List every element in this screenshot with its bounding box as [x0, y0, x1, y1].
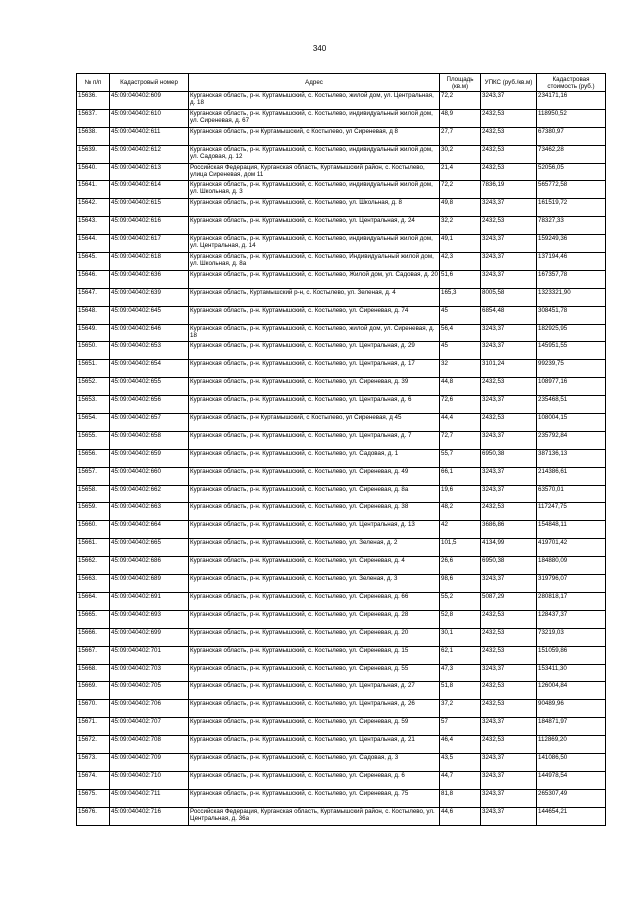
- table-row: [77, 753, 606, 771]
- cell-area: 44,6: [440, 807, 481, 825]
- cell-upks: 2432,53: [481, 127, 537, 145]
- cell-cadastral-value: 99239,75: [537, 360, 606, 378]
- table-row: [77, 378, 606, 396]
- table-row: [77, 807, 606, 825]
- cell-upks: 3243,37: [481, 467, 537, 485]
- cell-address: Курганская область, р-н. Куртамышский, с. Костылево, ул. Центральная, д. 27: [189, 682, 440, 700]
- cell-address: Курганская область, р-н. Куртамышский, с. Костылево, ул. Сиреневая, д. 4: [189, 557, 440, 575]
- cell-index: 15665.: [77, 610, 110, 628]
- cell-index: 15671.: [77, 718, 110, 736]
- cell-index: 15637.: [77, 109, 110, 127]
- cell-cadastral-number: 45:09:040402:686: [110, 557, 189, 575]
- cell-upks: 4134,99: [481, 539, 537, 557]
- table-row: [77, 736, 606, 754]
- cell-upks: 3243,37: [481, 431, 537, 449]
- cell-area: 72,2: [440, 181, 481, 199]
- cell-area: 44,4: [440, 414, 481, 432]
- table-row: [77, 414, 606, 432]
- cell-index: 15649.: [77, 324, 110, 342]
- cell-area: 72,2: [440, 92, 481, 110]
- cell-cadastral-number: 45:09:040402:707: [110, 718, 189, 736]
- cell-address: Российская Федерация, Курганская область, Куртамышский район, с. Костылево, ул. Центральная, д. 36а: [189, 807, 440, 825]
- table-row: [77, 431, 606, 449]
- cell-cadastral-number: 45:09:040402:645: [110, 306, 189, 324]
- cell-cadastral-number: 45:09:040402:663: [110, 503, 189, 521]
- cell-cadastral-number: 45:09:040402:613: [110, 163, 189, 181]
- cell-address: Курганская область, р-н. Куртамышский, с. Костылево, ул. Школьная, д. 8: [189, 199, 440, 217]
- cell-area: 19,6: [440, 485, 481, 503]
- table-row: [77, 467, 606, 485]
- cell-upks: 8005,58: [481, 288, 537, 306]
- cell-address: Курганская область, р-н. Куртамышский, с. Костылево, ул. Сиреневая, д. 55: [189, 664, 440, 682]
- cell-cadastral-value: 63570,01: [537, 485, 606, 503]
- cell-index: 15656.: [77, 449, 110, 467]
- header-address: Адрес: [189, 74, 440, 92]
- cell-address: Курганская область, р-н. Куртамышский, с. Костылево, ул. Сиреневая, д. 39: [189, 378, 440, 396]
- cell-area: 51,8: [440, 682, 481, 700]
- table-row: [77, 127, 606, 145]
- header-area: Площадь (кв.м): [440, 74, 481, 92]
- cell-address: Курганская область, р-н. Куртамышский, с. Костылево, ул. Центральная, д. 7: [189, 431, 440, 449]
- cell-cadastral-number: 45:09:040402:708: [110, 736, 189, 754]
- cell-index: 15661.: [77, 539, 110, 557]
- cell-cadastral-value: 319796,07: [537, 575, 606, 593]
- cell-index: 15639.: [77, 145, 110, 163]
- cell-address: Курганская область, р-н. Куртамышский, с. Костылево, ул. Сиреневая, д. 6: [189, 771, 440, 789]
- cell-area: 81,8: [440, 789, 481, 807]
- cell-cadastral-number: 45:09:040402:655: [110, 378, 189, 396]
- cell-cadastral-number: 45:09:040402:611: [110, 127, 189, 145]
- table-row: [77, 539, 606, 557]
- header-cadastral-value: Кадастровая стоимость (руб.): [537, 74, 606, 92]
- cell-index: 15655.: [77, 431, 110, 449]
- cell-cadastral-value: 112869,20: [537, 736, 606, 754]
- cell-upks: 3243,37: [481, 199, 537, 217]
- cell-upks: 3101,24: [481, 360, 537, 378]
- cell-cadastral-value: 308451,78: [537, 306, 606, 324]
- cell-address: Курганская область, р-н. Куртамышский, с. Костылево, индивидуальный жилой дом, ул. Центральная, д. 14: [189, 235, 440, 253]
- cell-cadastral-value: 118950,52: [537, 109, 606, 127]
- cell-cadastral-value: 141086,50: [537, 753, 606, 771]
- cell-upks: 3243,37: [481, 324, 537, 342]
- cell-cadastral-value: 235792,84: [537, 431, 606, 449]
- cell-cadastral-number: 45:09:040402:709: [110, 753, 189, 771]
- cell-address: Курганская область, р-н. Куртамышский, с. Костылево, Индивидуальный жилой дом, ул. Школьная, д. 8а: [189, 253, 440, 271]
- cell-area: 30,1: [440, 628, 481, 646]
- cell-upks: 3243,37: [481, 718, 537, 736]
- cell-address: Курганская область, р-н. Куртамышский, с. Костылево, ул. Зеленая, д. 2: [189, 539, 440, 557]
- cell-upks: 3243,37: [481, 396, 537, 414]
- cell-cadastral-value: 161519,72: [537, 199, 606, 217]
- cell-cadastral-value: 184880,09: [537, 557, 606, 575]
- cell-index: 15640.: [77, 163, 110, 181]
- cell-upks: 2432,53: [481, 682, 537, 700]
- table-row: [77, 700, 606, 718]
- table-row: [77, 682, 606, 700]
- cell-area: 26,6: [440, 557, 481, 575]
- table-row: [77, 306, 606, 324]
- cell-upks: 2432,53: [481, 109, 537, 127]
- cell-index: 15674.: [77, 771, 110, 789]
- cell-address: Курганская область, р-н. Куртамышский, с. Костылево, ул. Центральная, д. 24: [189, 217, 440, 235]
- cell-cadastral-number: 45:09:040402:659: [110, 449, 189, 467]
- cell-cadastral-value: 182925,95: [537, 324, 606, 342]
- cell-area: 72,6: [440, 396, 481, 414]
- cell-cadastral-number: 45:09:040402:646: [110, 324, 189, 342]
- cell-cadastral-number: 45:09:040402:665: [110, 539, 189, 557]
- table-row: [77, 718, 606, 736]
- cell-cadastral-value: 52056,05: [537, 163, 606, 181]
- cell-cadastral-value: 167357,78: [537, 270, 606, 288]
- cell-area: 21,4: [440, 163, 481, 181]
- cell-upks: 3243,37: [481, 753, 537, 771]
- cell-cadastral-number: 45:09:040402:691: [110, 592, 189, 610]
- cell-address: Курганская область, р-н. Куртамышский, с. Костылево, ул. Сиреневая, д. 49: [189, 467, 440, 485]
- cell-upks: 2432,53: [481, 503, 537, 521]
- cell-cadastral-number: 45:09:040402:609: [110, 92, 189, 110]
- cell-cadastral-value: 144978,54: [537, 771, 606, 789]
- cell-cadastral-number: 45:09:040402:612: [110, 145, 189, 163]
- cell-area: 42: [440, 521, 481, 539]
- cell-cadastral-value: 235468,51: [537, 396, 606, 414]
- cell-upks: 3243,37: [481, 807, 537, 825]
- cell-cadastral-value: 419701,42: [537, 539, 606, 557]
- cell-upks: 3243,37: [481, 789, 537, 807]
- cell-cadastral-value: 73462,28: [537, 145, 606, 163]
- cell-address: Курганская область, р-н. Куртамышский, с. Костылево, жилой дом, ул. Центральная, д. 18: [189, 92, 440, 110]
- cell-index: 15648.: [77, 306, 110, 324]
- cell-upks: 2432,53: [481, 378, 537, 396]
- table-row: [77, 163, 606, 181]
- cell-cadastral-value: 78327,33: [537, 217, 606, 235]
- cell-cadastral-number: 45:09:040402:656: [110, 396, 189, 414]
- cell-index: 15662.: [77, 557, 110, 575]
- cell-upks: 2432,53: [481, 414, 537, 432]
- cell-address: Курганская область, р-н. Куртамышский, с. Костылево, ул. Садовая, д. 1: [189, 449, 440, 467]
- cell-area: 43,5: [440, 753, 481, 771]
- cell-address: Курганская область, р-н. Куртамышский, с. Костылево, ул. Сиреневая, д. 8а: [189, 485, 440, 503]
- cell-upks: 6854,48: [481, 306, 537, 324]
- table-row: [77, 145, 606, 163]
- cell-area: 44,8: [440, 378, 481, 396]
- cell-cadastral-value: 137194,46: [537, 253, 606, 271]
- table-row: [77, 396, 606, 414]
- cell-cadastral-number: 45:09:040402:703: [110, 664, 189, 682]
- cell-area: 51,6: [440, 270, 481, 288]
- cell-upks: 3243,37: [481, 92, 537, 110]
- cell-cadastral-number: 45:09:040402:716: [110, 807, 189, 825]
- cell-address: Курганская область, р-н. Куртамышский, с. Костылево, ул. Сиреневая, д. 28: [189, 610, 440, 628]
- cell-index: 15673.: [77, 753, 110, 771]
- table-row: [77, 199, 606, 217]
- cell-area: 49,8: [440, 199, 481, 217]
- cell-index: 15669.: [77, 682, 110, 700]
- table-row: [77, 521, 606, 539]
- cell-area: 98,6: [440, 575, 481, 593]
- cell-area: 72,7: [440, 431, 481, 449]
- cell-cadastral-number: 45:09:040402:654: [110, 360, 189, 378]
- cell-cadastral-number: 45:09:040402:699: [110, 628, 189, 646]
- cell-address: Курганская область, р-н. Куртамышский, с. Костылево, индивидуальный жилой дом, ул. Садовая, д. 12: [189, 145, 440, 163]
- cell-area: 32: [440, 360, 481, 378]
- table-row: [77, 217, 606, 235]
- cell-index: 15666.: [77, 628, 110, 646]
- header-upks: УПКС (руб./кв.м): [481, 74, 537, 92]
- cell-cadastral-value: 117247,75: [537, 503, 606, 521]
- cell-index: 15636.: [77, 92, 110, 110]
- cell-cadastral-number: 45:09:040402:616: [110, 217, 189, 235]
- cadastral-table: [76, 73, 606, 826]
- cell-upks: 5087,29: [481, 592, 537, 610]
- table-row: [77, 557, 606, 575]
- table-row: [77, 503, 606, 521]
- cell-area: 62,1: [440, 646, 481, 664]
- cell-area: 57: [440, 718, 481, 736]
- cell-index: 15641.: [77, 181, 110, 199]
- cell-cadastral-value: 73219,03: [537, 628, 606, 646]
- table-row: [77, 592, 606, 610]
- cell-address: Курганская область, р-н. Куртамышский, с. Костылево, ул. Сиреневая, д. 38: [189, 503, 440, 521]
- cell-upks: 3243,37: [481, 235, 537, 253]
- cell-cadastral-number: 45:09:040402:660: [110, 467, 189, 485]
- cell-cadastral-number: 45:09:040402:711: [110, 789, 189, 807]
- cell-cadastral-value: 234171,16: [537, 92, 606, 110]
- table-row: [77, 253, 606, 271]
- cell-address: Курганская область, р-н. Куртамышский, с. Костылево, ул. Зеленая, д. 3: [189, 575, 440, 593]
- cell-cadastral-value: 159249,36: [537, 235, 606, 253]
- cell-area: 165,3: [440, 288, 481, 306]
- cell-upks: 3243,37: [481, 270, 537, 288]
- cell-upks: 2432,53: [481, 700, 537, 718]
- cell-index: 15638.: [77, 127, 110, 145]
- cell-area: 48,9: [440, 109, 481, 127]
- cell-cadastral-number: 45:09:040402:657: [110, 414, 189, 432]
- cell-area: 37,2: [440, 700, 481, 718]
- table-header-row: [77, 74, 606, 92]
- cell-index: 15663.: [77, 575, 110, 593]
- cell-index: 15664.: [77, 592, 110, 610]
- cell-area: 46,4: [440, 736, 481, 754]
- cell-address: Курганская область, р-н. Куртамышский, с. Костылево, ул. Сиреневая, д. 66: [189, 592, 440, 610]
- cell-area: 55,2: [440, 592, 481, 610]
- cell-address: Курганская область, р-н. Куртамышский, с. Костылево, ул. Центральная, д. 21: [189, 736, 440, 754]
- cell-cadastral-value: 154848,11: [537, 521, 606, 539]
- cell-cadastral-number: 45:09:040402:706: [110, 700, 189, 718]
- cell-upks: 6950,38: [481, 449, 537, 467]
- cell-index: 15657.: [77, 467, 110, 485]
- cell-cadastral-value: 108977,16: [537, 378, 606, 396]
- cell-cadastral-number: 45:09:040402:693: [110, 610, 189, 628]
- cell-cadastral-number: 45:09:040402:710: [110, 771, 189, 789]
- cell-area: 47,3: [440, 664, 481, 682]
- cell-index: 15676.: [77, 807, 110, 825]
- cell-upks: 3243,37: [481, 485, 537, 503]
- table-row: [77, 771, 606, 789]
- cell-index: 15675.: [77, 789, 110, 807]
- page-number: 340: [312, 44, 327, 53]
- cell-upks: 2432,53: [481, 610, 537, 628]
- cell-address: Курганская область, р-н. Куртамышский, с. Костылево, жилой дом, ул. Сиреневая, д. 18: [189, 324, 440, 342]
- cell-index: 15672.: [77, 736, 110, 754]
- cell-index: 15643.: [77, 217, 110, 235]
- cell-cadastral-value: 90489,96: [537, 700, 606, 718]
- cell-address: Курганская область, р-н. Куртамышский, с. Костылево, ул. Центральная, д. 6: [189, 396, 440, 414]
- cell-area: 30,2: [440, 145, 481, 163]
- cell-area: 45: [440, 306, 481, 324]
- table-row: [77, 270, 606, 288]
- cell-cadastral-value: 565772,58: [537, 181, 606, 199]
- cell-cadastral-value: 387136,13: [537, 449, 606, 467]
- table-row: [77, 324, 606, 342]
- table-row: [77, 449, 606, 467]
- cell-cadastral-value: 1323321,90: [537, 288, 606, 306]
- table-row: [77, 288, 606, 306]
- cell-upks: 6950,38: [481, 557, 537, 575]
- cell-address: Курганская область, р-н. Куртамышский, с. Костылево, ул. Садовая, д. 3: [189, 753, 440, 771]
- cell-cadastral-number: 45:09:040402:658: [110, 431, 189, 449]
- cell-index: 15646.: [77, 270, 110, 288]
- cell-address: Курганская область, р-н. Куртамышский, с. Костылево, ул. Центральная, д. 29: [189, 342, 440, 360]
- cell-cadastral-number: 45:09:040402:617: [110, 235, 189, 253]
- cell-index: 15668.: [77, 664, 110, 682]
- cell-address: Курганская область, р-н Куртамышский, с Костылево, ул Сиреневая, д 8: [189, 127, 440, 145]
- cell-cadastral-number: 45:09:040402:610: [110, 109, 189, 127]
- cell-address: Курганская область, р-н. Куртамышский, с. Костылево, ул. Центральная, д. 26: [189, 700, 440, 718]
- cell-index: 15650.: [77, 342, 110, 360]
- cell-area: 55,7: [440, 449, 481, 467]
- cell-index: 15651.: [77, 360, 110, 378]
- cell-cadastral-value: 214386,61: [537, 467, 606, 485]
- cell-address: Курганская область, р-н. Куртамышский, с. Костылево, Жилой дом, ул. Садовая, д. 20: [189, 270, 440, 288]
- table-row: [77, 92, 606, 110]
- cell-address: Курганская область, р-н. Куртамышский, с. Костылево, ул. Центральная, д. 13: [189, 521, 440, 539]
- cell-upks: 3686,86: [481, 521, 537, 539]
- cell-index: 15659.: [77, 503, 110, 521]
- cell-cadastral-value: 128437,37: [537, 610, 606, 628]
- cell-upks: 2432,53: [481, 628, 537, 646]
- cell-address: Курганская область, р-н. Куртамышский, с. Костылево, ул. Центральная, д. 17: [189, 360, 440, 378]
- cell-cadastral-number: 45:09:040402:614: [110, 181, 189, 199]
- cell-index: 15670.: [77, 700, 110, 718]
- cell-cadastral-number: 45:09:040402:705: [110, 682, 189, 700]
- cell-upks: 2432,53: [481, 163, 537, 181]
- cell-cadastral-value: 151059,86: [537, 646, 606, 664]
- cell-cadastral-number: 45:09:040402:701: [110, 646, 189, 664]
- table-row: [77, 342, 606, 360]
- cell-upks: 2432,53: [481, 646, 537, 664]
- cell-area: 52,8: [440, 610, 481, 628]
- cell-cadastral-number: 45:09:040402:615: [110, 199, 189, 217]
- cell-index: 15660.: [77, 521, 110, 539]
- table-row: [77, 628, 606, 646]
- table-row: [77, 664, 606, 682]
- cell-area: 32,2: [440, 217, 481, 235]
- cell-address: Курганская область, р-н. Куртамышский, с. Костылево, ул. Сиреневая, д. 15: [189, 646, 440, 664]
- cell-cadastral-number: 45:09:040402:639: [110, 288, 189, 306]
- cell-area: 44,7: [440, 771, 481, 789]
- cell-address: Курганская область, р-н Куртамышский, с Костылево, ул Сиреневая, д 45: [189, 414, 440, 432]
- cell-index: 15642.: [77, 199, 110, 217]
- cell-address: Российская Федерация, Курганская область, Куртамышский район, с. Костылево, улица Сиреневая, дом 11: [189, 163, 440, 181]
- table-row: [77, 610, 606, 628]
- cell-index: 15652.: [77, 378, 110, 396]
- cell-index: 15654.: [77, 414, 110, 432]
- cell-cadastral-value: 67380,97: [537, 127, 606, 145]
- cell-cadastral-number: 45:09:040402:653: [110, 342, 189, 360]
- table-row: [77, 181, 606, 199]
- table-row: [77, 789, 606, 807]
- cell-address: Курганская область, р-н. Куртамышский, с. Костылево, индивидуальный жилой дом, ул. Сиреневая, д. 67: [189, 109, 440, 127]
- cell-cadastral-value: 184871,97: [537, 718, 606, 736]
- cell-cadastral-value: 108004,15: [537, 414, 606, 432]
- table-row: [77, 646, 606, 664]
- header-cadastral-number: Кадастровый номер: [110, 74, 189, 92]
- cell-cadastral-number: 45:09:040402:636: [110, 270, 189, 288]
- table-row: [77, 235, 606, 253]
- cell-cadastral-value: 280818,17: [537, 592, 606, 610]
- cell-index: 15658.: [77, 485, 110, 503]
- cell-area: 42,3: [440, 253, 481, 271]
- cell-index: 15653.: [77, 396, 110, 414]
- cell-index: 15647.: [77, 288, 110, 306]
- cell-cadastral-value: 126004,84: [537, 682, 606, 700]
- cell-area: 56,4: [440, 324, 481, 342]
- cell-index: 15667.: [77, 646, 110, 664]
- cell-area: 48,2: [440, 503, 481, 521]
- cell-cadastral-value: 145951,55: [537, 342, 606, 360]
- table-row: [77, 575, 606, 593]
- cell-upks: 7836,19: [481, 181, 537, 199]
- cell-area: 49,1: [440, 235, 481, 253]
- cell-address: Курганская область, р-н. Куртамышский, с. Костылево, индивидуальный жилой дом, ул. Школьная, д. 3: [189, 181, 440, 199]
- cell-cadastral-number: 45:09:040402:664: [110, 521, 189, 539]
- cell-address: Курганская область, р-н. Куртамышский, с. Костылево, ул. Сиреневая, д. 59: [189, 718, 440, 736]
- cell-cadastral-value: 144654,21: [537, 807, 606, 825]
- cell-area: 27,7: [440, 127, 481, 145]
- table-body: [77, 92, 606, 826]
- cell-address: Курганская область, р-н. Куртамышский, с. Костылево, ул. Сиреневая, д. 74: [189, 306, 440, 324]
- cell-address: Курганская область, Куртамышский р-н, с. Костылево, ул. Зеленая, д. 4: [189, 288, 440, 306]
- cell-cadastral-number: 45:09:040402:689: [110, 575, 189, 593]
- cell-cadastral-value: 265307,49: [537, 789, 606, 807]
- cell-area: 66,1: [440, 467, 481, 485]
- cell-cadastral-number: 45:09:040402:662: [110, 485, 189, 503]
- cell-upks: 2432,53: [481, 145, 537, 163]
- cell-upks: 3243,37: [481, 253, 537, 271]
- cell-upks: 2432,53: [481, 217, 537, 235]
- cell-address: Курганская область, р-н. Куртамышский, с. Костылево, ул. Сиреневая, д. 75: [189, 789, 440, 807]
- cell-index: 15644.: [77, 235, 110, 253]
- cell-index: 15645.: [77, 253, 110, 271]
- cell-upks: 2432,53: [481, 736, 537, 754]
- table-row: [77, 109, 606, 127]
- cell-cadastral-value: 153411,30: [537, 664, 606, 682]
- cell-address: Курганская область, р-н. Куртамышский, с. Костылево, ул. Сиреневая, д. 20: [189, 628, 440, 646]
- cell-area: 101,5: [440, 539, 481, 557]
- table-row: [77, 485, 606, 503]
- cell-upks: 3243,37: [481, 575, 537, 593]
- cell-cadastral-number: 45:09:040402:618: [110, 253, 189, 271]
- cell-upks: 3243,37: [481, 342, 537, 360]
- cell-area: 45: [440, 342, 481, 360]
- header-index: № п/п: [77, 74, 110, 92]
- table-row: [77, 360, 606, 378]
- cell-upks: 3243,37: [481, 771, 537, 789]
- cell-upks: 3243,37: [481, 664, 537, 682]
